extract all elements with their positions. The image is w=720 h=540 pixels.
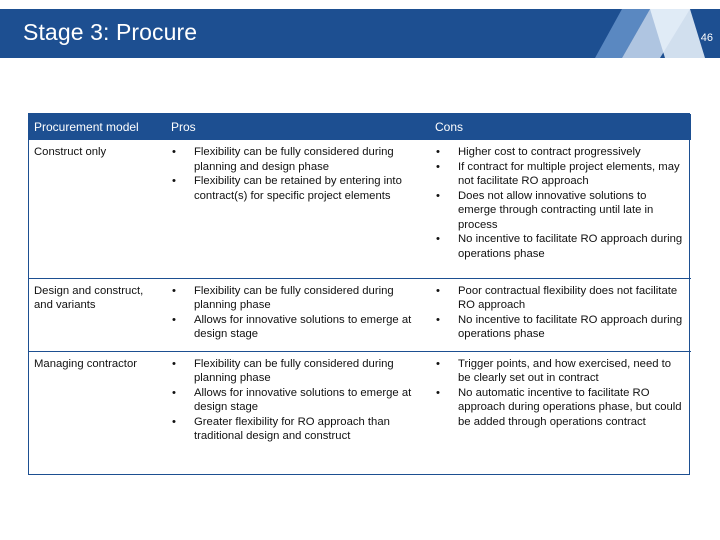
page-number: 46 [700,32,713,44]
list-item: • Flexibility can be fully considered during planning and design phase [171,145,425,174]
procurement-table [28,113,690,475]
model-cell: Construct only [34,146,107,158]
list-item: • If contract for multiple project elements, may not facilitate RO approach [435,160,686,189]
list-item: • Trigger points, and how exercised, need to be clearly set out in contract [435,357,686,386]
list-item: • Greater flexibility for RO approach than traditional design and construct [171,415,425,444]
list-item: • No automatic incentive to facilitate RO approach during operations phase, but could be added through operations contract [435,386,686,430]
pros-cell [166,140,430,278]
list-item: • Flexibility can be fully considered during planning phase [171,357,425,386]
pros-list [171,145,425,203]
column-header-pros: Pros [166,114,430,140]
table-row [29,278,691,351]
list-item: • No incentive to facilitate RO approach during operations phase [435,313,686,342]
list-item: • Higher cost to contract progressively [435,145,686,160]
page-title: Stage 3: Procure [23,19,198,45]
list-item: • Allows for innovative solutions to emerge at design stage [171,313,425,342]
cons-list [435,145,686,261]
pros-list [171,284,425,342]
column-header-model: Procurement model [29,114,166,140]
column-header-cons: Cons [430,114,691,140]
slide-header [0,9,720,58]
list-item: • Allows for innovative solutions to emerge at design stage [171,386,425,415]
list-item: • Poor contractual flexibility does not facilitate RO approach [435,284,686,313]
list-item: • Flexibility can be fully considered during planning phase [171,284,425,313]
model-cell: Managing contractor [29,351,166,475]
list-item: • No incentive to facilitate RO approach during operations phase [435,232,686,261]
model-cell: Design and construct, and variants [29,278,166,351]
pros-list [171,357,425,444]
cons-cell [430,278,691,351]
cons-cell [430,140,691,278]
list-item: • Does not allow innovative solutions to emerge through contracting until late in process [435,189,686,233]
pros-cell [166,351,430,475]
list-item: • Flexibility can be retained by entering into contract(s) for specific project elements [171,174,425,203]
cons-list [435,284,686,342]
table-row [29,140,691,278]
table-row [29,351,691,475]
cons-list [435,357,686,430]
table-header-row [29,114,691,140]
pros-cell [166,278,430,351]
cons-cell [430,351,691,475]
